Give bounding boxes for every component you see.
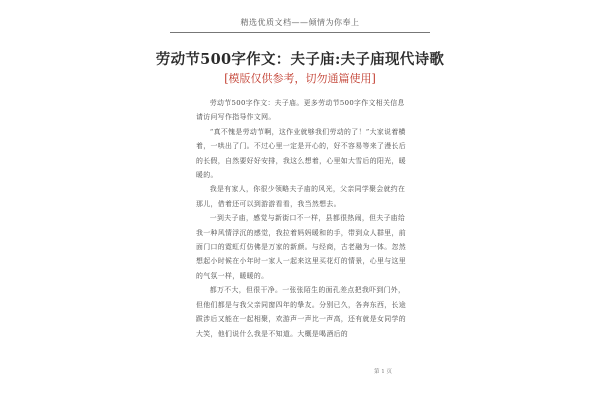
document-title: 劳动节500字作文：夫子庙:夫子庙现代诗歌 <box>155 51 445 68</box>
paragraph: 我是有家人，你很少领略夫子庙的风光，父亲同学聚会就约在那儿，借着还可以到游游看看，我当然想去。 <box>196 185 406 208</box>
document-body <box>196 96 408 341</box>
paragraph: 都万不大，但很干净。一张张陌生的面孔差点把我吓到门外，但他们都是与我父亲同窗四年的挚友。分别已久，各奔东西，长途跋涉后又能在一起相聚，欢游声一声比一声高，还有就是女同学的大笑，他们说什么我是不知道。大概是喝酒后的 <box>196 286 406 338</box>
document-subtitle: [模版仅供参考，切勿通篇使用] <box>224 72 376 85</box>
page-number: 第 1 页 <box>374 369 392 375</box>
header-divider <box>170 32 430 33</box>
page-header: 精选优质文档——倾情为你奉上 <box>240 18 360 27</box>
paragraph: 一到夫子庙，感觉与新街口不一样，县都很热闹，但夫子庙给我一种风情浮沉的感觉，我拉着妈妈暖和的手，带到众人群里，前面门口的霓虹灯仿佛是万家的新颜。与经商，古老融为一体。忽然想起小时候在小年时一家人一起来这里买花灯的情景，心里与这里的气氛一样，暖暖的。 <box>196 214 406 280</box>
paragraph: 劳动节500字作文：夫子庙。更多劳动节500字作文相关信息请访问写作指导作文网。 <box>196 99 405 122</box>
paragraph: “真不愧是劳动节啊，这作业就够我们劳动的了！”大家说着横着，一哄出了门。不过心里一定是开心的，好不容易等来了漫长后的长假，自然要好好安排，我这么想着，心里如大雪后的阳光，暖暖的。 <box>196 127 406 180</box>
